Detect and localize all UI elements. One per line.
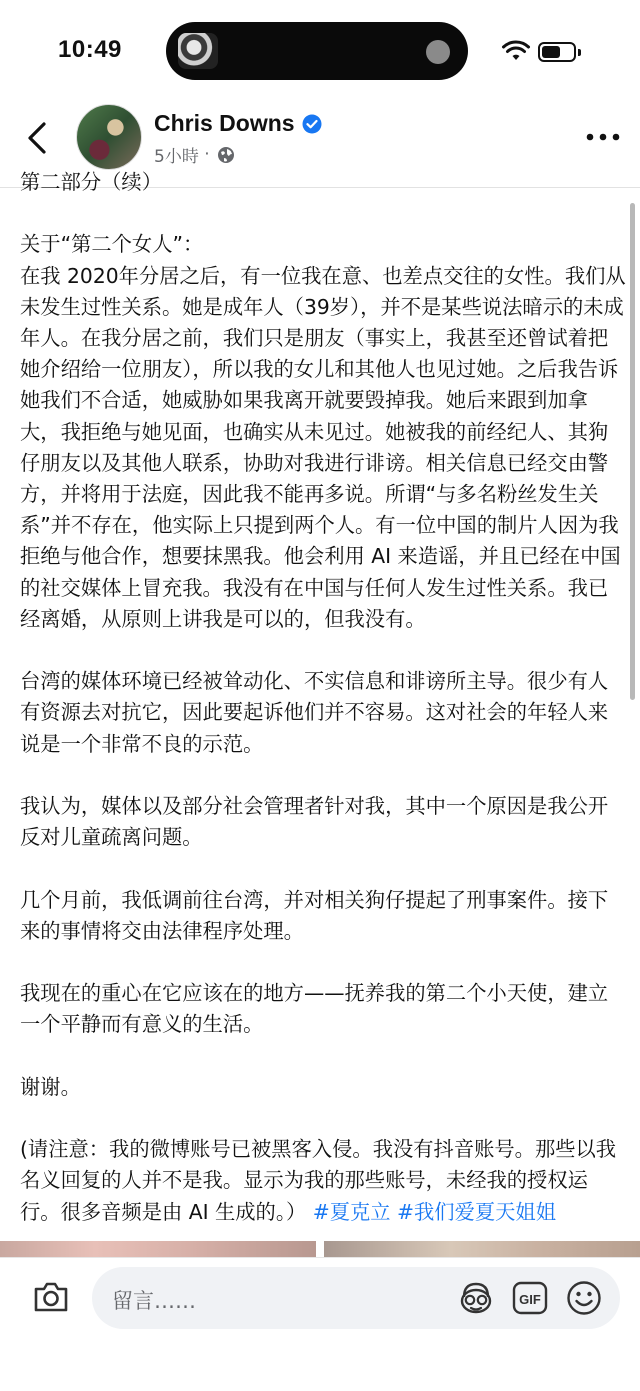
meta-separator: ·: [204, 144, 210, 165]
post-note: (请注意：我的微博账号已被黑客入侵。我没有抖音账号。那些以我名义回复的人并不是我。显示为我的那些账号，未经我的授权运行。很多音频是由 AI 生成的。）: [20, 1137, 617, 1224]
post-photo[interactable]: [324, 1241, 640, 1257]
verified-badge-icon: [302, 114, 322, 134]
post-paragraph: 我现在的重心在它应该在的地方——抚养我的第二个小天使，建立一个平静而有意义的生活。: [20, 981, 609, 1037]
wifi-icon: [502, 40, 530, 62]
status-bar: [0, 0, 640, 100]
post-paragraph: 谢谢。: [20, 1074, 81, 1099]
post-meta: [154, 142, 235, 167]
battery-level: [542, 46, 560, 58]
author-avatar[interactable]: [76, 104, 142, 170]
post-paragraph: 关于“第二个女人”： 在我 2020年分居之后，有一位我在意、也差点交往的女性。我们从未发生过性关系。她是成年人（39岁），并不是某些说法暗示的未成年人。在我分居之前，我们只是朋友（事实上，我甚至还曾试着把她介绍给一位朋友），所以我的女儿和其他人也见过她。之后我告诉她我们不合适，她威胁如果我离开就要毁掉我。她后来跟到加拿大，我拒绝与她见面，也确实从未见过。她被我的前经纪人、其狗仔朋友以及其他人联系，协助对我进行诽谤。相关信息已经交由警方，并将用于法庭，因此我不能再多说。所谓“与多名粉丝发生关系”并不存在，他实际上只提到两个人。有一位中国的制片人因为我拒绝与他合作，想要抹黑我。他会利用 AI 来造谣，并且已经在中国的社交媒体上冒充我。我没有在中国与任何人发生过性关系。我已经离婚，从原则上讲我是可以的，但我没有。: [20, 232, 626, 631]
now-playing-artwork: [178, 33, 218, 69]
island-indicator: [426, 40, 450, 64]
battery-icon: [538, 42, 576, 62]
scrollbar[interactable]: [630, 203, 635, 700]
comment-bar: [0, 1257, 640, 1391]
post-timestamp[interactable]: 5小時: [154, 147, 199, 167]
hashtag-link[interactable]: #夏克立: [312, 1199, 391, 1224]
battery-cap: [578, 49, 581, 56]
post-content: [0, 170, 640, 1241]
gif-icon[interactable]: [512, 1280, 548, 1316]
more-options-icon[interactable]: [586, 132, 620, 142]
status-time: 10:49: [58, 36, 122, 63]
post-paragraph: 我认为，媒体以及部分社会管理者针对我，其中一个原因是我公开反对儿童疏离问题。: [20, 794, 609, 850]
post-photo[interactable]: [0, 1241, 316, 1257]
camera-icon[interactable]: [32, 1280, 70, 1314]
post-final-paragraph: [20, 1134, 626, 1228]
comment-placeholder: 留言……: [112, 1289, 196, 1313]
dynamic-island[interactable]: [166, 22, 468, 80]
gif-label: GIF: [519, 1292, 541, 1307]
post-paragraph: 几个月前，我低调前往台湾，并对相关狗仔提起了刑事案件。接下来的事情将交由法律程序处理。: [20, 887, 609, 943]
globe-icon: [217, 146, 235, 164]
hashtag-link[interactable]: #我们爱夏天姐姐: [397, 1199, 556, 1224]
back-icon[interactable]: [22, 118, 56, 158]
post-text: [20, 167, 626, 1259]
post-paragraph: 台湾的媒体环境已经被耸动化、不实信息和诽谤所主导。很少有人有资源去对抗它，因此要起诉他们并不容易。这对社会的年轻人来说是一个非常不良的示范。: [20, 669, 609, 756]
avatar-sticker-icon[interactable]: [458, 1281, 494, 1315]
post-paragraph: 第二部分（续）: [20, 170, 162, 194]
emoji-icon[interactable]: [566, 1280, 602, 1316]
author-name[interactable]: Chris Downs: [154, 110, 295, 136]
comment-input[interactable]: [92, 1267, 620, 1329]
